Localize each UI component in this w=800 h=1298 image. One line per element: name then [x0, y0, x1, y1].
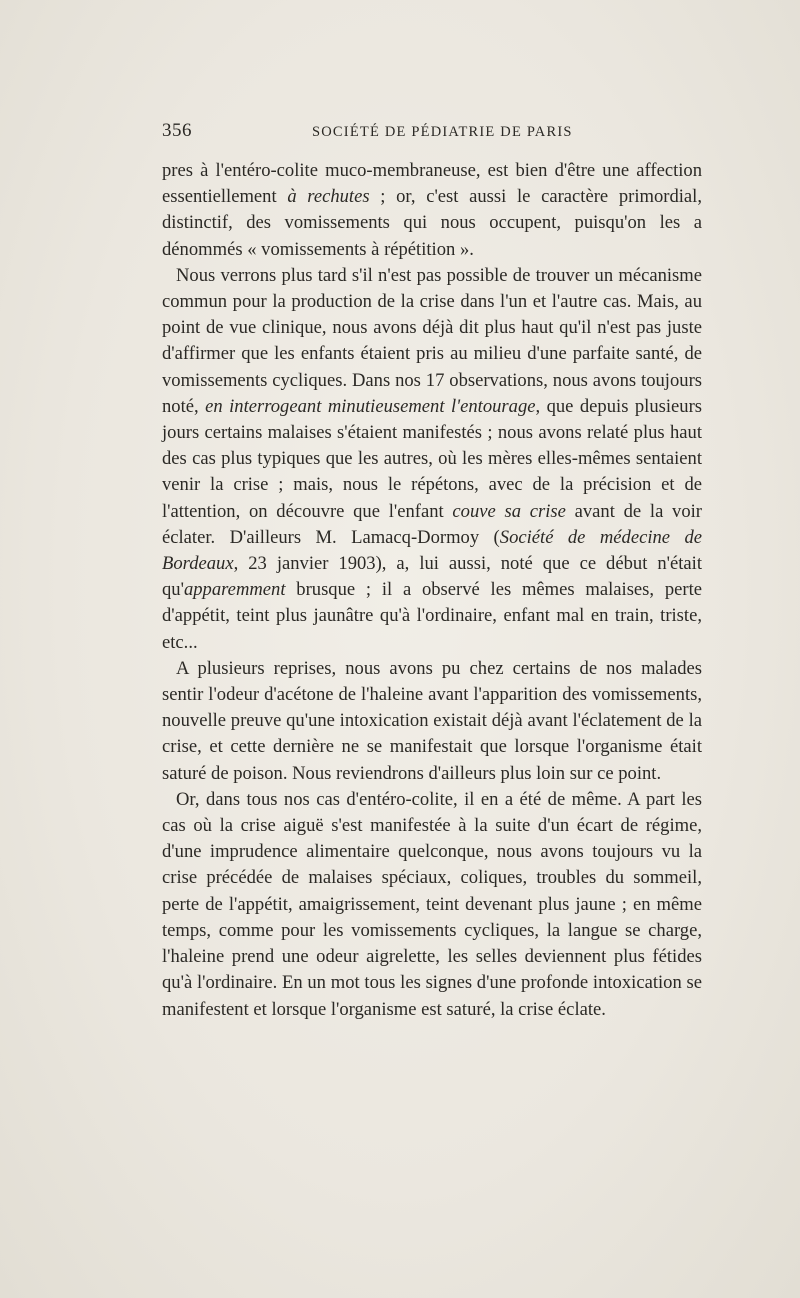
running-head: SOCIÉTÉ DE PÉDIATRIE DE PARIS: [312, 124, 573, 140]
paragraph: [162, 787, 702, 1023]
text-run: Or, dans tous nos cas d'entéro-colite, il en a été de même. A part les cas où la crise aiguë s'est manifestée à la suite d'un écart de régime, d'une imprudence alimentaire quelconque, nous avons toujours vu la crise précédée de malaises spéciaux, coliques, troubles du sommeil, perte de l'appétit, amaigrissement, teint devenant plus jaune ; en même temps, comme pour les vomissements cycliques, la langue se charge, l'haleine prend une odeur aigrelette, les selles deviennent plus fétides qu'à l'ordinaire. En un mot tous les signes d'une profonde intoxication se manifestent et lorsque l'organisme est saturé, la crise éclate.: [162, 788, 702, 1020]
italic-text-run: à rechutes: [287, 186, 370, 208]
text-run: A plusieurs reprises, nous avons pu chez certains de nos malades sentir l'odeur d'acétone de l'haleine avant l'apparition des vomissements, nouvelle preuve qu'une intoxication existait déjà avant l'éclatement de la crise, et cette dernière ne se manifestait que lorsque l'organisme était saturé de poison. Nous reviendrons d'ailleurs plus loin sur ce point.: [162, 657, 702, 784]
italic-text-run: couve sa crise: [452, 500, 566, 522]
text-run: Nous verrons plus tard s'il n'est pas possible de trouver un mécanisme commun pour la production de la crise dans l'un et l'autre cas. Mais, au point de vue clinique, nous avons déjà dit plus haut qu'il n'est pas juste d'affirmer que les enfants étaient pris au milieu d'une parfaite santé, de vomissements cycliques. Dans nos 17 observations, nous avons toujours noté,: [162, 264, 702, 417]
text-run: , 23 janvier 1903), a, lui aussi, noté que ce début n'était qu': [162, 553, 702, 601]
italic-text-run: Société de médecine de Bordeaux: [162, 526, 703, 575]
text-run: brusque ; il a observé les mêmes malaises, perte d'appétit, teint plus jaunâtre qu'à l'ordinaire, enfant mal en train, triste, etc...: [162, 579, 702, 653]
italic-text-run: en interrogeant minutieusement l'entourage: [205, 395, 536, 417]
paragraph: [162, 158, 702, 263]
italic-text-run: apparemment: [183, 579, 286, 601]
page-number: 356: [162, 120, 192, 141]
paragraph: [162, 263, 702, 656]
text-run: avant de la voir éclater. D'ailleurs M. Lamacq-Dormoy (: [162, 500, 702, 548]
text-run: ; or, c'est aussi le caractère primordial, distinctif, des vomissements qui nous occupent, puisqu'on les a dénommés « vomissements à répétition ».: [162, 186, 702, 260]
text-run: pres à l'entéro-colite muco-membraneuse, est bien d'être une affection essentiellement: [162, 160, 702, 208]
page-header: [162, 120, 702, 146]
body-text: [162, 158, 702, 1023]
paragraph: [162, 656, 702, 787]
text-run: , que depuis plusieurs jours certains malaises s'étaient manifestés ; nous avons relaté plus haut des cas plus typiques que les autres, où les mères elles-mêmes sentaient venir la crise ; mais, nous le répétons, avec de la précision et de l'attention, on découvre que l'enfant: [162, 395, 703, 522]
